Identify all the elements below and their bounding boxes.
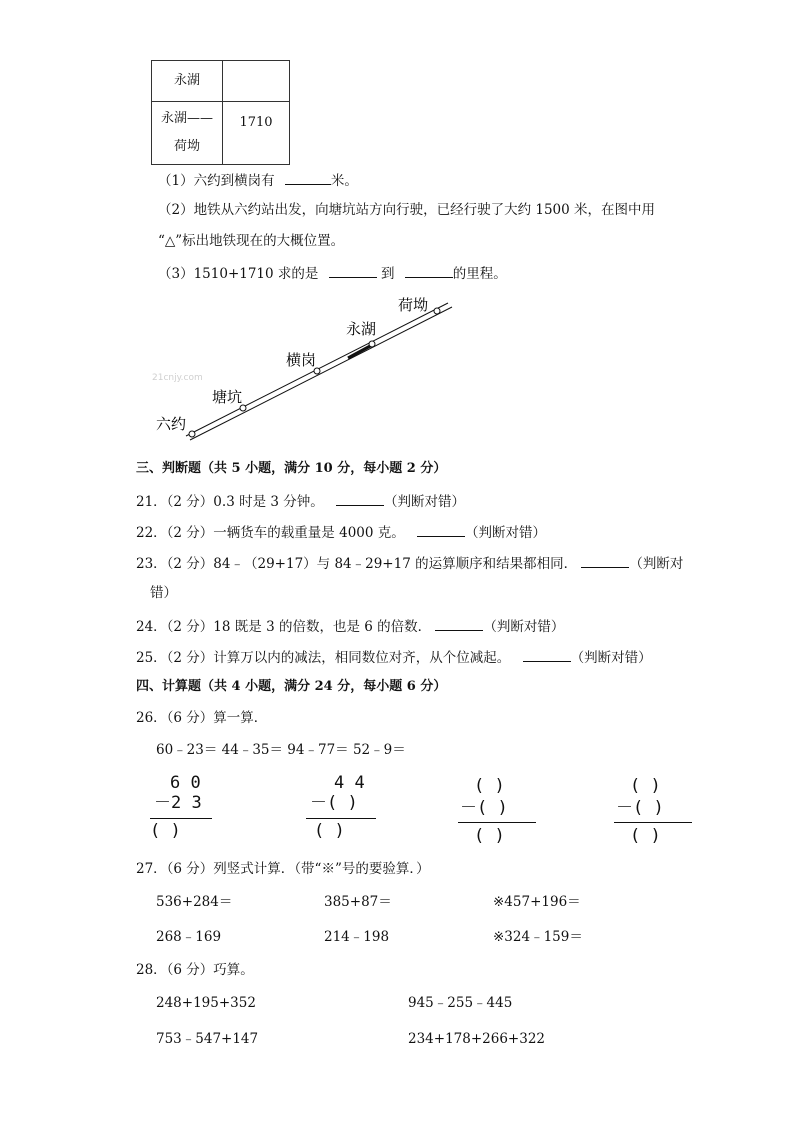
answer-blank[interactable] bbox=[285, 170, 331, 185]
answer-paren[interactable]: ( ) bbox=[474, 826, 505, 846]
section-4-heading: 四、计算题（共 4 小题，满分 24 分，每小题 6 分） bbox=[136, 679, 447, 694]
station-label: 六约 bbox=[156, 415, 187, 433]
question-hint: （判断对错） bbox=[570, 650, 652, 666]
subquestion-text: （1）六约到横岗有 bbox=[158, 173, 275, 189]
station-dot-yonghu bbox=[369, 341, 375, 347]
table-row bbox=[152, 61, 290, 102]
answer-paren[interactable]: ( ) bbox=[150, 821, 181, 841]
subquestion-text: 米。 bbox=[330, 173, 358, 189]
vertical-middle[interactable]: －( ) bbox=[460, 798, 508, 818]
table-cell-line: 永湖—— bbox=[160, 111, 213, 126]
vertical-top[interactable]: ( ) bbox=[474, 776, 505, 796]
vertical-calc bbox=[458, 776, 548, 846]
answer-paren[interactable]: ( ) bbox=[630, 826, 661, 846]
table-cell-station bbox=[152, 102, 223, 165]
vertical-middle[interactable]: －( ) bbox=[616, 798, 664, 818]
answer-blank[interactable] bbox=[435, 616, 483, 631]
vertical-top: 4 4 bbox=[334, 773, 365, 793]
question-text: 23．（2 分）84﹣（29+17）与 84﹣29+17 的运算顺序和结果都相同． bbox=[136, 556, 578, 572]
subquestion-text: 到 bbox=[381, 266, 395, 282]
subway-line-diagram bbox=[140, 288, 470, 448]
question-text: 21．（2 分）0.3 时是 3 分钟。 bbox=[136, 494, 324, 510]
answer-blank[interactable] bbox=[523, 647, 571, 662]
q27-expression: ※457+196＝ bbox=[493, 894, 581, 910]
q28-expression: 248+195+352 bbox=[156, 995, 256, 1011]
station-label: 永湖 bbox=[346, 320, 377, 338]
distance-table bbox=[151, 60, 290, 165]
section-3-heading: 三、判断题（共 5 小题，满分 10 分，每小题 2 分） bbox=[136, 461, 447, 476]
question-text: 25．（2 分）计算万以内的减法，相同数位对齐，从个位减起。 bbox=[136, 650, 511, 666]
answer-paren[interactable]: ( ) bbox=[314, 821, 345, 841]
subquestion-2-line1: （2）地铁从六约站出发，向塘坑站方向行驶，已经行驶了大约 1500 米，在图中用 bbox=[158, 202, 656, 218]
q27-expression: 385+87＝ bbox=[324, 894, 392, 910]
watermark: 21cnjy.com bbox=[152, 373, 203, 383]
question-26-title: 26．（6 分）算一算． bbox=[136, 710, 268, 726]
question-25 bbox=[136, 647, 652, 667]
q27-expression: 536+284＝ bbox=[156, 894, 233, 910]
subquestion-1 bbox=[158, 170, 358, 190]
table-cell-line: 荷坳 bbox=[173, 139, 200, 154]
table-cell-distance bbox=[223, 61, 290, 102]
q27-expression: ※324﹣159＝ bbox=[493, 929, 583, 945]
q27-expression: 268﹣169 bbox=[156, 929, 222, 945]
table-cell-station: 永湖 bbox=[152, 61, 223, 102]
subquestion-2-line2: “△”标出地铁现在的大概位置。 bbox=[158, 233, 345, 249]
vertical-top: 6 0 bbox=[170, 773, 201, 793]
vertical-top[interactable]: ( ) bbox=[630, 776, 661, 796]
table-row bbox=[152, 102, 290, 165]
question-22 bbox=[136, 522, 546, 542]
vertical-calc bbox=[150, 773, 220, 843]
vertical-calc bbox=[306, 773, 386, 843]
question-hint: （判断对错） bbox=[384, 494, 466, 510]
q28-expression: 753﹣547+147 bbox=[156, 1031, 259, 1047]
question-27-title: 27．（6 分）列竖式计算．（带“※”号的要验算．） bbox=[136, 861, 430, 877]
question-text: 22．（2 分）一辆货车的载重量是 4000 克。 bbox=[136, 525, 405, 541]
table-cell-distance: 1710 bbox=[223, 102, 290, 165]
vertical-bar bbox=[458, 822, 536, 823]
question-21 bbox=[136, 491, 465, 511]
question-23-line2: 错） bbox=[150, 585, 177, 601]
question-23 bbox=[136, 553, 683, 573]
q28-expression: 234+178+266+322 bbox=[408, 1031, 546, 1047]
station-label: 横岗 bbox=[286, 351, 317, 369]
question-text: 24．（2 分）18 既是 3 的倍数，也是 6 的倍数． bbox=[136, 619, 432, 635]
answer-blank[interactable] bbox=[581, 553, 629, 568]
q27-expression: 214﹣198 bbox=[324, 929, 390, 945]
q28-expression: 945﹣255﹣445 bbox=[408, 995, 513, 1011]
question-24 bbox=[136, 616, 564, 636]
station-label: 塘坑 bbox=[212, 388, 243, 406]
answer-blank[interactable] bbox=[336, 491, 384, 506]
station-label: 荷坳 bbox=[398, 296, 429, 314]
station-dot-liuyue bbox=[189, 431, 195, 437]
subquestion-text: （3）1510+1710 求的是 bbox=[158, 266, 319, 282]
answer-blank[interactable] bbox=[329, 263, 377, 278]
question-hint: （判断对 bbox=[629, 556, 684, 572]
subquestion-text: 的里程。 bbox=[452, 266, 507, 282]
question-hint: （判断对错） bbox=[483, 619, 565, 635]
vertical-calc bbox=[614, 776, 704, 846]
answer-blank[interactable] bbox=[417, 522, 465, 537]
question-hint: （判断对错） bbox=[465, 525, 547, 541]
question-26-expressions: 60﹣23＝ 44﹣35＝ 94﹣77＝ 52﹣9＝ bbox=[156, 742, 406, 758]
vertical-middle[interactable]: －( ) bbox=[310, 793, 358, 813]
answer-blank[interactable] bbox=[405, 263, 453, 278]
station-dot-heao bbox=[434, 308, 440, 314]
vertical-bar bbox=[306, 818, 376, 819]
vertical-middle: －2 3 bbox=[154, 793, 202, 813]
vertical-bar bbox=[150, 818, 212, 819]
question-28-title: 28．（6 分）巧算。 bbox=[136, 962, 254, 978]
subway-track-line bbox=[190, 307, 452, 440]
vertical-bar bbox=[614, 822, 692, 823]
subquestion-3 bbox=[158, 263, 507, 283]
